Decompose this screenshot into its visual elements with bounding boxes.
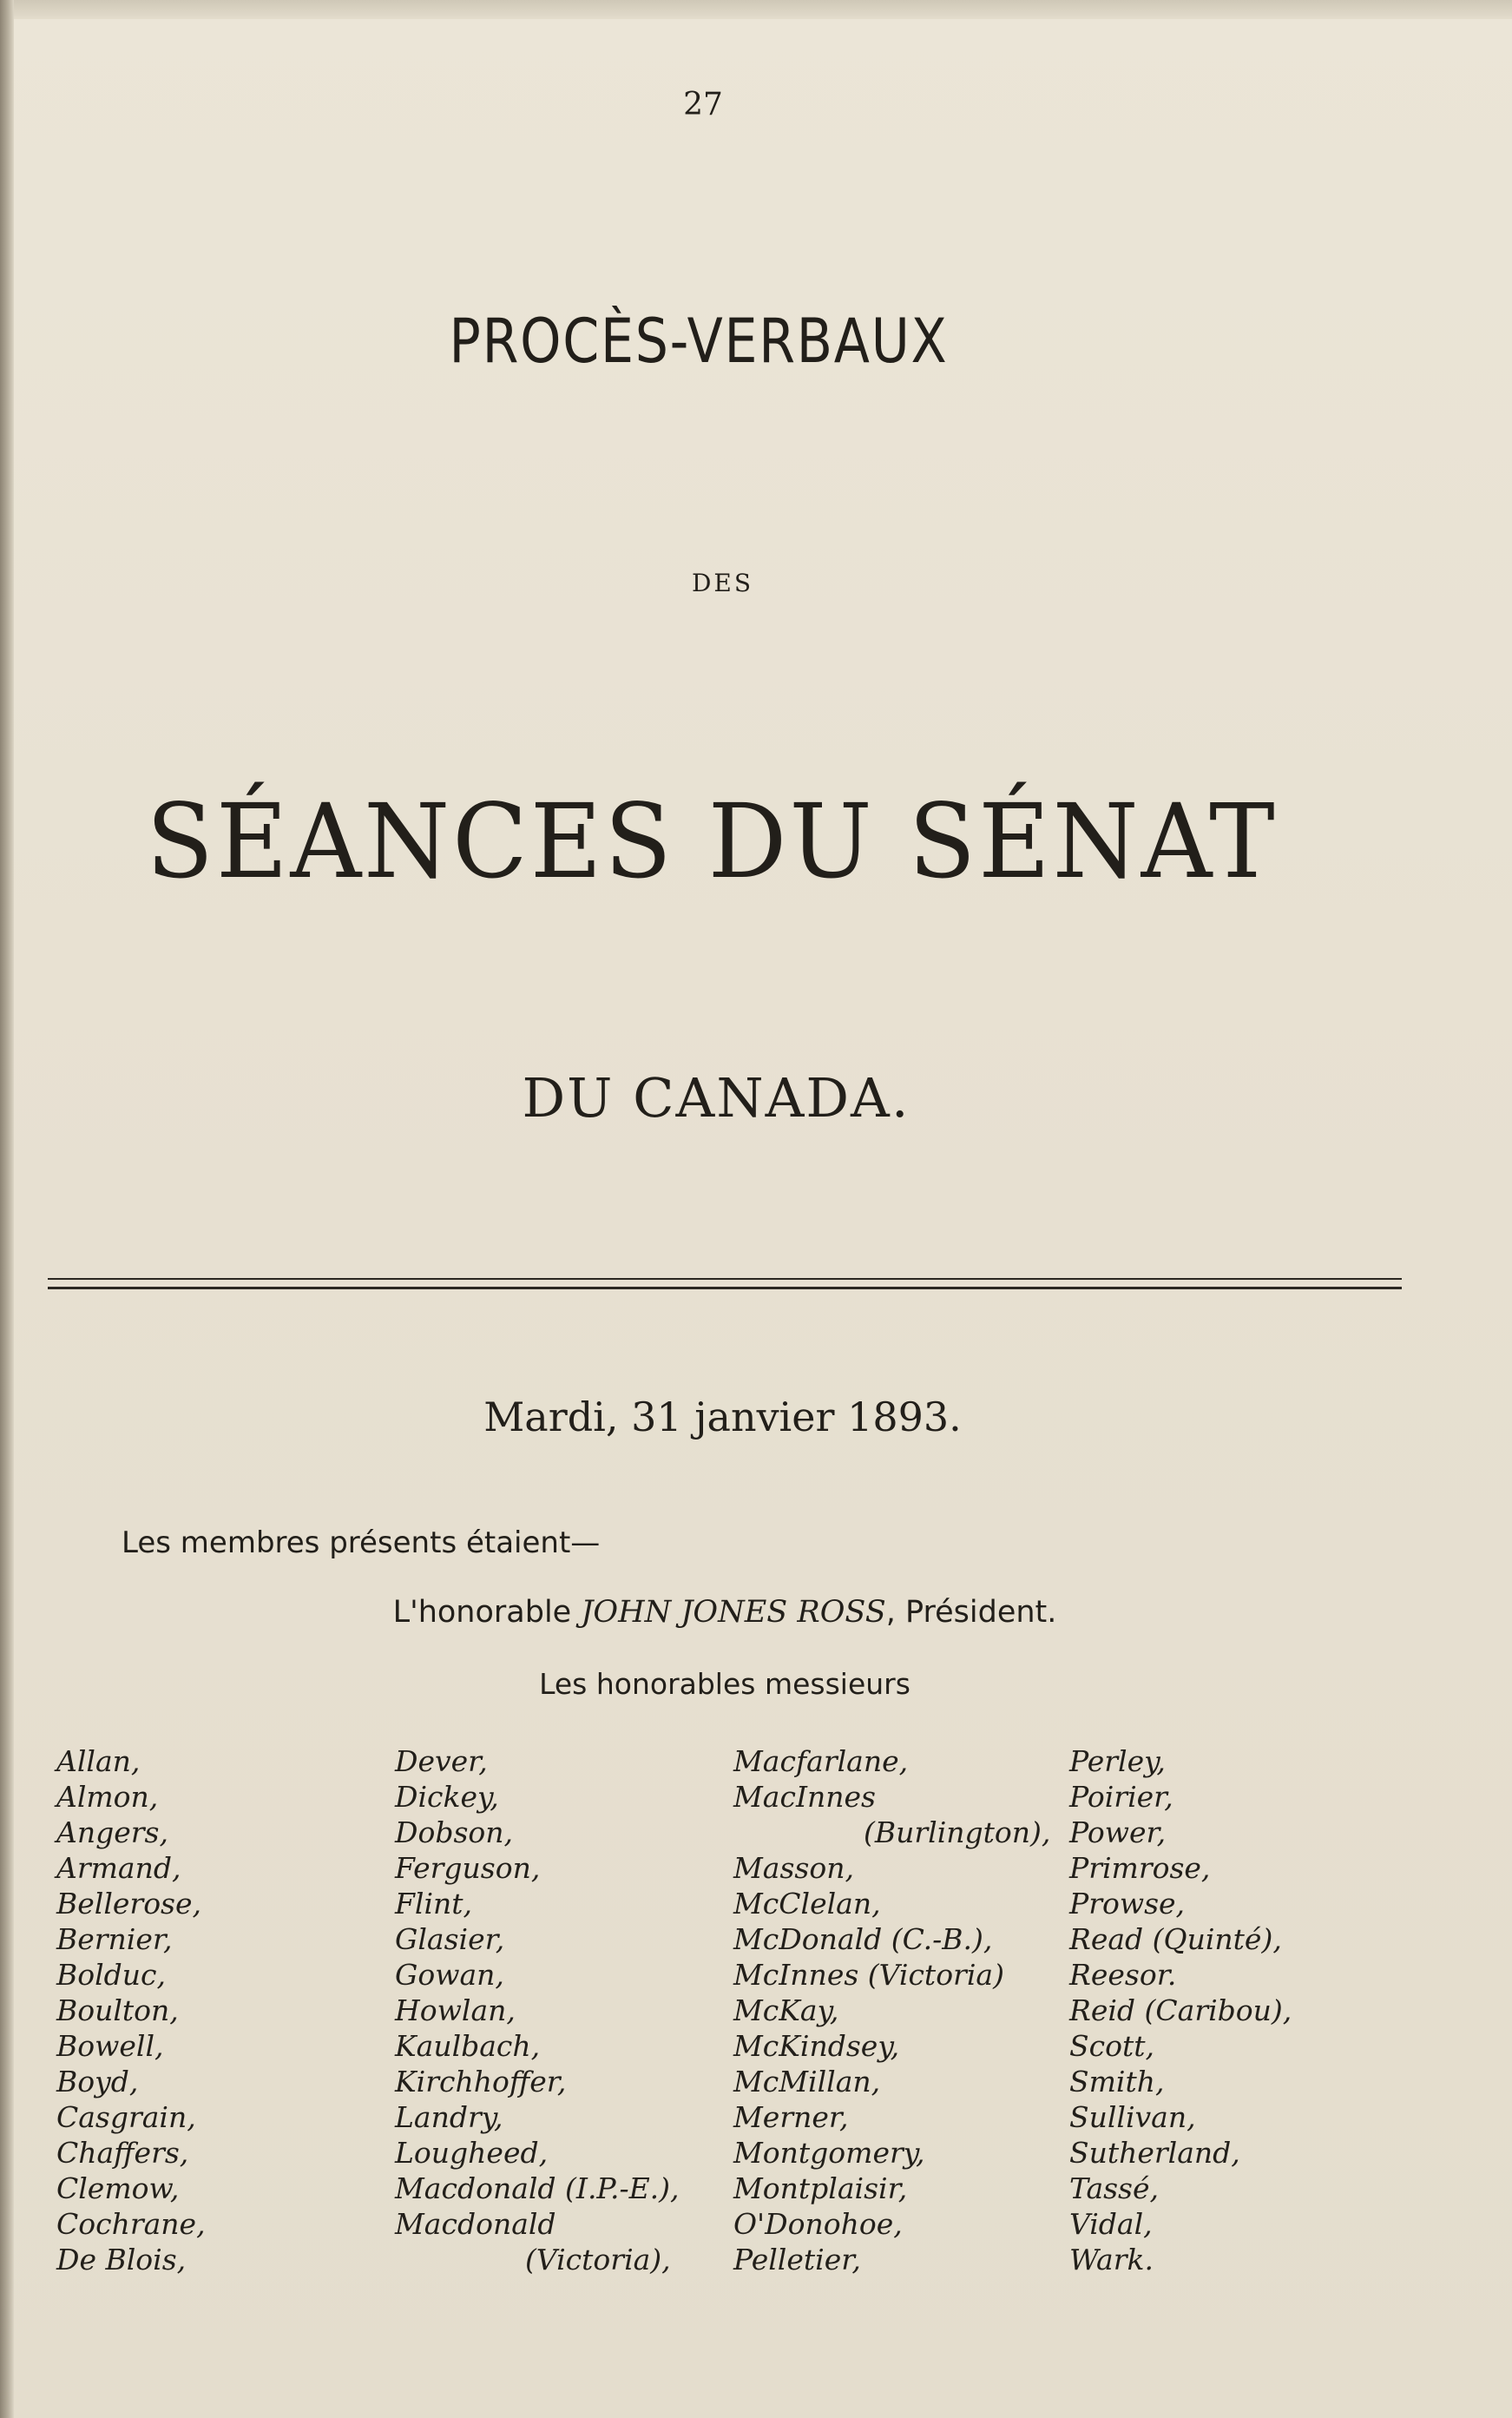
senator-name: Chaffers, <box>56 2136 189 2170</box>
president-suffix: , Président. <box>885 1595 1057 1630</box>
senator-name: Prowse, <box>1069 1887 1186 1921</box>
senator-name: Boulton, <box>56 1993 179 2027</box>
senator-name: Cochrane, <box>56 2207 206 2241</box>
senator-name: Boyd, <box>56 2065 139 2098</box>
senator-name: Howlan, <box>395 1993 516 2027</box>
title-proces-verbaux: PROCÈS-VERBAUX <box>449 306 949 377</box>
senator-name: O'Donohoe, <box>733 2207 903 2241</box>
president-prefix: L'honorable <box>392 1595 572 1630</box>
senator-name: Read (Quinté), <box>1069 1922 1282 1956</box>
senator-name: McMillan, <box>733 2065 881 2098</box>
senator-name: Gowan, <box>395 1958 504 1992</box>
title-du-canada: DU CANADA. <box>522 1066 910 1130</box>
senator-name: McInnes (Victoria) <box>733 1958 1004 1992</box>
senator-name: Tassé, <box>1069 2171 1160 2205</box>
senator-name: Power, <box>1069 1815 1167 1849</box>
senator-name: Montgomery, <box>733 2136 925 2170</box>
senator-name: Sutherland, <box>1069 2136 1240 2170</box>
senator-name: Glasier, <box>395 1922 505 1956</box>
senator-name: McDonald (C.-B.), <box>733 1922 993 1956</box>
senator-name: Macdonald <box>395 2207 556 2241</box>
senator-name: Macdonald (I.P.-E.), <box>395 2171 680 2205</box>
page-number: 27 <box>683 87 723 122</box>
senator-name: Reid (Caribou), <box>1069 1993 1292 2027</box>
senator-name: Pelletier, <box>733 2243 861 2276</box>
senator-name: Almon, <box>56 1780 159 1814</box>
senator-name: Clemow, <box>56 2171 180 2205</box>
session-date: Mardi, 31 janvier 1893. <box>483 1393 962 1440</box>
divider-rule-bottom <box>48 1287 1402 1289</box>
divider-rule-top <box>48 1278 1402 1280</box>
senator-name: Merner, <box>733 2100 849 2134</box>
senator-name: Poirier, <box>1069 1780 1173 1814</box>
page-top-edge <box>0 0 1512 19</box>
senator-name: Bowell, <box>56 2029 164 2063</box>
senator-name: Sullivan, <box>1069 2100 1196 2134</box>
president-line <box>0 1595 1450 1630</box>
senator-name: Reesor. <box>1069 1958 1177 1992</box>
senator-name: Montplaisir, <box>733 2171 908 2205</box>
senator-name: Dever, <box>395 1744 488 1778</box>
senator-name-continuation: (Burlington), <box>864 1815 1051 1849</box>
senator-name: Wark. <box>1069 2243 1154 2276</box>
senator-name: Masson, <box>733 1851 854 1885</box>
senator-name: Bolduc, <box>56 1958 167 1992</box>
senator-name: Scott, <box>1069 2029 1154 2063</box>
senator-name: Smith, <box>1069 2065 1165 2098</box>
senator-name: Allan, <box>56 1744 141 1778</box>
senator-name: Kaulbach, <box>395 2029 541 2063</box>
senator-name: Armand, <box>56 1851 181 1885</box>
honorables-header: Les honorables messieurs <box>539 1667 910 1701</box>
senator-name: Dickey, <box>395 1780 499 1814</box>
title-des: DES <box>691 569 754 597</box>
senator-name: Dobson, <box>395 1815 513 1849</box>
senator-column-3 <box>733 1743 1081 2277</box>
senator-name: Perley, <box>1069 1744 1166 1778</box>
senator-column-4 <box>1069 1743 1417 2277</box>
senator-name: McKindsey, <box>733 2029 900 2063</box>
senator-name: Kirchhoffer, <box>395 2065 567 2098</box>
senator-name: De Blois, <box>56 2243 187 2276</box>
senator-name: Casgrain, <box>56 2100 196 2134</box>
senator-name: Macfarlane, <box>733 1744 909 1778</box>
senator-name: Bellerose, <box>56 1887 202 1921</box>
senator-name: Ferguson, <box>395 1851 541 1885</box>
president-name: JOHN JONES ROSS <box>581 1595 886 1630</box>
senator-name: Landry, <box>395 2100 503 2134</box>
senator-column-2 <box>395 1743 742 2277</box>
senator-name-continuation: (Victoria), <box>525 2243 671 2276</box>
senator-name: Lougheed, <box>395 2136 549 2170</box>
senator-name: Bernier, <box>56 1922 173 1956</box>
senator-name: Vidal, <box>1069 2207 1153 2241</box>
senator-name: McClelan, <box>733 1887 881 1921</box>
senator-column-1 <box>56 1743 386 2277</box>
title-seances-du-senat: SÉANCES DU SÉNAT <box>146 781 1278 901</box>
senator-name: Primrose, <box>1069 1851 1211 1885</box>
senator-name: MacInnes <box>733 1780 876 1814</box>
senator-name: Flint, <box>395 1887 473 1921</box>
senator-name: McKay, <box>733 1993 839 2027</box>
senator-list <box>0 1743 1512 2299</box>
senator-name: Angers, <box>56 1815 168 1849</box>
members-intro: Les membres présents étaient— <box>122 1525 601 1560</box>
